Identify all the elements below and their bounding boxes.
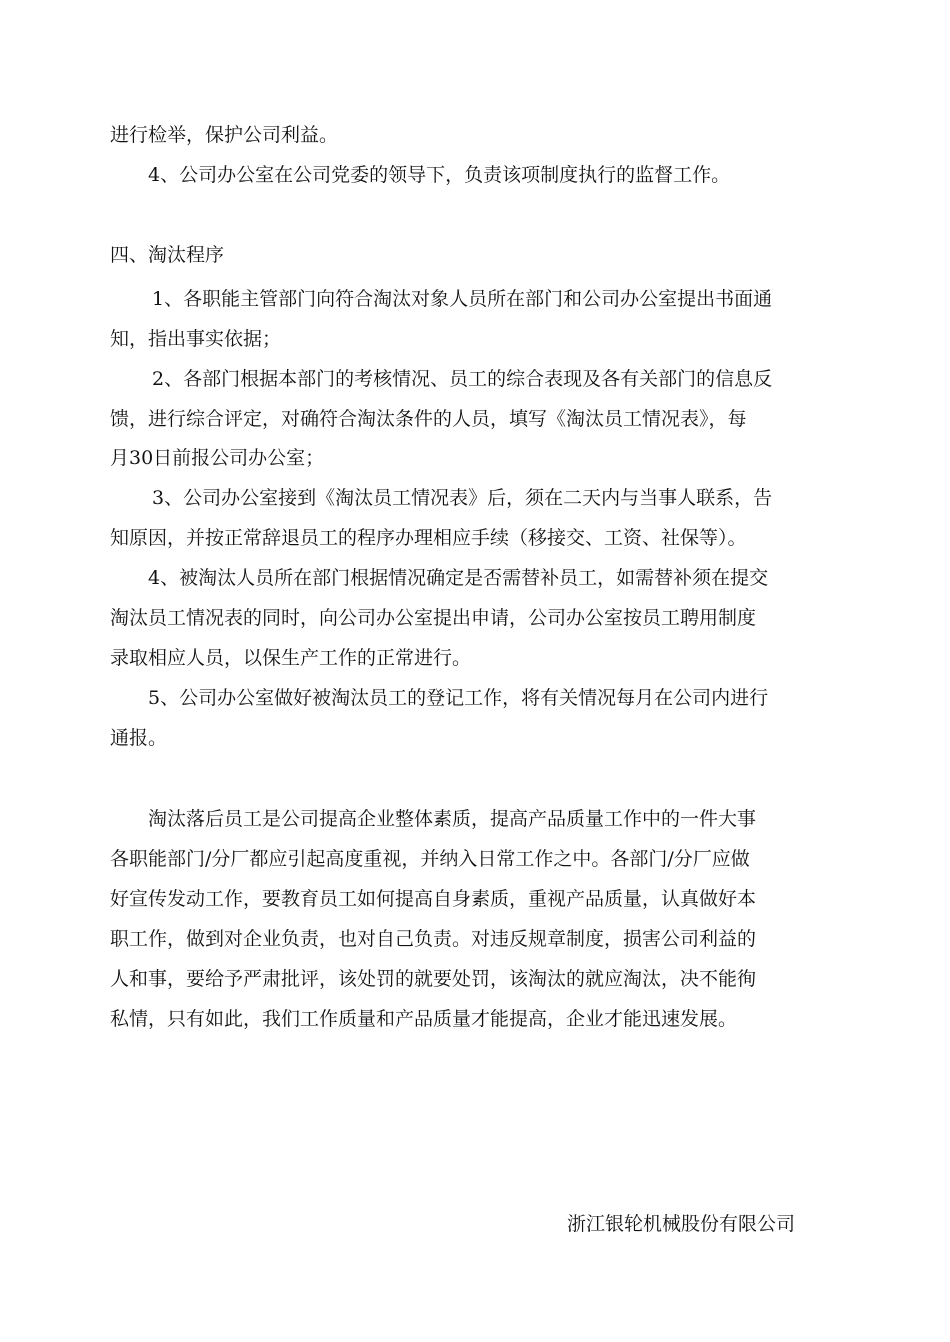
- procedure-item-3-line-2: 知原因，并按正常辞退员工的程序办理相应手续（移接交、工资、社保等）。: [110, 527, 747, 549]
- procedure-item-1-line-1: 1、各职能主管部门向符合淘汰对象人员所在部门和公司办公室提出书面通: [152, 288, 773, 310]
- section-heading: 四、淘汰程序: [110, 244, 225, 266]
- procedure-item-4-line-2: 淘汰员工情况表的同时，向公司办公室提出申请，公司办公室按员工聘用制度: [110, 607, 757, 629]
- procedure-item-4-line-1: 4、被淘汰人员所在部门根据情况确定是否需替补员工，如需替补须在提交: [148, 567, 769, 589]
- closing-line-3: 好宣传发动工作，要教育员工如何提高自身素质，重视产品质量，认真做好本: [110, 888, 757, 910]
- procedure-item-2-line-3: 月30日前报公司办公室；: [110, 447, 325, 469]
- procedure-item-2-line-2: 馈，进行综合评定，对确符合淘汰条件的人员，填写《淘汰员工情况表》，每: [110, 408, 747, 430]
- procedure-item-5-line-2: 通报。: [110, 727, 168, 749]
- closing-line-6: 私情，只有如此，我们工作质量和产品质量才能提高，企业才能迅速发展。: [110, 1008, 738, 1030]
- closing-line-5: 人和事，要给予严肃批评，该处罚的就要处罚，该淘汰的就应淘汰，决不能徇: [110, 968, 757, 990]
- procedure-item-4-line-3: 录取相应人员，以保生产工作的正常进行。: [110, 647, 472, 669]
- closing-line-4: 职工作，做到对企业负责，也对自己负责。对违反规章制度，损害公司利益的: [110, 928, 757, 950]
- procedure-item-3-line-1: 3、公司办公室接到《淘汰员工情况表》后，须在二天内与当事人联系，告: [152, 487, 773, 509]
- closing-line-1: 淘汰落后员工是公司提高企业整体素质，提高产品质量工作中的一件大事: [148, 808, 757, 830]
- company-signature: 浙江银轮机械股份有限公司: [567, 1213, 796, 1235]
- rule-item-4: 4、公司办公室在公司党委的领导下，负责该项制度执行的监督工作。: [148, 164, 731, 186]
- procedure-item-1-line-2: 知，指出事实依据；: [110, 328, 282, 350]
- closing-line-2: 各职能部门/分厂都应引起高度重视，并纳入日常工作之中。各部门/分厂应做: [110, 848, 750, 870]
- procedure-item-2-line-1: 2、各部门根据本部门的考核情况、员工的综合表现及各有关部门的信息反: [152, 368, 773, 390]
- procedure-item-5-line-1: 5、公司办公室做好被淘汰员工的登记工作，将有关情况每月在公司内进行: [148, 687, 769, 709]
- continuation-line: 进行检举，保护公司利益。: [110, 124, 339, 146]
